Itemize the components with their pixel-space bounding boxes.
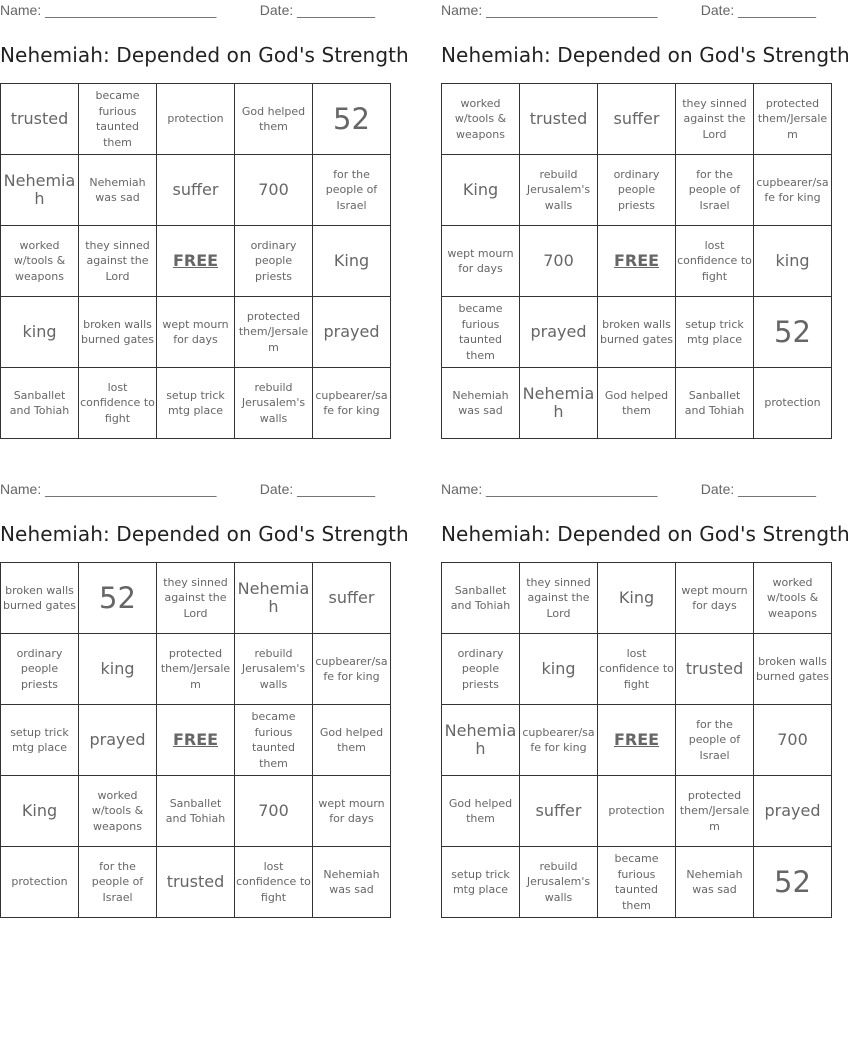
grid-row — [442, 776, 832, 847]
grid-row — [442, 563, 832, 634]
bingo-cell: 52 — [754, 847, 832, 918]
bingo-cell: worked w/tools & weapons — [1, 226, 79, 297]
bingo-cell: became furious taunted them — [235, 705, 313, 776]
bingo-cell: wept mourn for days — [157, 297, 235, 368]
bingo-cell: 52 — [79, 563, 157, 634]
bingo-cell: Nehemiah was sad — [79, 155, 157, 226]
bingo-cell: they sinned against the Lord — [520, 563, 598, 634]
bingo-cell: prayed — [754, 776, 832, 847]
free-space-cell: FREE — [598, 226, 676, 297]
bingo-cell: they sinned against the Lord — [79, 226, 157, 297]
bingo-cell: God helped them — [598, 368, 676, 439]
name-date-line — [0, 0, 375, 22]
bingo-cell: protected them/Jersalem — [235, 297, 313, 368]
card-title: Nehemiah: Depended on God's Strength — [441, 43, 850, 67]
bingo-cell: protection — [754, 368, 832, 439]
bingo-cell: King — [313, 226, 391, 297]
bingo-cell: ordinary people priests — [598, 155, 676, 226]
date-field-label: Date: __________ — [259, 2, 375, 18]
bingo-cell: broken walls burned gates — [1, 563, 79, 634]
bingo-cell: broken walls burned gates — [754, 634, 832, 705]
bingo-cell: 700 — [235, 776, 313, 847]
bingo-cell: protected them/Jersalem — [754, 84, 832, 155]
grid-row — [442, 297, 832, 368]
bingo-cell: 52 — [313, 84, 391, 155]
grid-row — [442, 847, 832, 918]
bingo-cell: Sanballet and Tohiah — [442, 563, 520, 634]
bingo-cell: protection — [598, 776, 676, 847]
bingo-cell: they sinned against the Lord — [676, 84, 754, 155]
bingo-cell: king — [520, 634, 598, 705]
bingo-cell: cupbearer/safe for king — [754, 155, 832, 226]
bingo-cell: protected them/Jersalem — [157, 634, 235, 705]
bingo-cell: lost confidence to fight — [235, 847, 313, 918]
grid-row — [442, 705, 832, 776]
bingo-cell: God helped them — [313, 705, 391, 776]
bingo-cell: for the people of Israel — [676, 705, 754, 776]
card-title: Nehemiah: Depended on God's Strength — [0, 522, 409, 546]
bingo-card-2 — [441, 0, 850, 421]
bingo-cell: Sanballet and Tohiah — [157, 776, 235, 847]
bingo-cell: prayed — [313, 297, 391, 368]
grid-row — [1, 84, 391, 155]
bingo-cell: suffer — [598, 84, 676, 155]
bingo-cell: for the people of Israel — [313, 155, 391, 226]
bingo-cell: Nehemiah — [1, 155, 79, 226]
bingo-cell: suffer — [157, 155, 235, 226]
bingo-cell: they sinned against the Lord — [157, 563, 235, 634]
grid-row — [1, 563, 391, 634]
grid-row — [442, 155, 832, 226]
bingo-cell: became furious taunted them — [79, 84, 157, 155]
card-title: Nehemiah: Depended on God's Strength — [441, 522, 850, 546]
free-space-cell: FREE — [157, 705, 235, 776]
bingo-cell: broken walls burned gates — [598, 297, 676, 368]
bingo-cell: rebuild Jerusalem's walls — [235, 368, 313, 439]
bingo-cell: wept mourn for days — [676, 563, 754, 634]
bingo-cell: rebuild Jerusalem's walls — [520, 155, 598, 226]
bingo-cell: cupbearer/safe for king — [520, 705, 598, 776]
date-field-label: Date: __________ — [700, 481, 816, 497]
bingo-cell: Sanballet and Tohiah — [1, 368, 79, 439]
name-field-label: Name: ______________________ — [441, 481, 658, 497]
bingo-cell: God helped them — [442, 776, 520, 847]
date-field-label: Date: __________ — [700, 2, 816, 18]
grid-row — [442, 634, 832, 705]
bingo-cell: rebuild Jerusalem's walls — [235, 634, 313, 705]
name-date-line — [441, 479, 816, 501]
bingo-cell: trusted — [520, 84, 598, 155]
bingo-cell: king — [1, 297, 79, 368]
bingo-card-1 — [0, 0, 409, 425]
name-date-line — [441, 0, 816, 22]
bingo-cell: cupbearer/safe for king — [313, 634, 391, 705]
bingo-cell: 700 — [235, 155, 313, 226]
bingo-cell: King — [598, 563, 676, 634]
bingo-cell: King — [1, 776, 79, 847]
free-space-cell: FREE — [598, 705, 676, 776]
bingo-grid — [0, 562, 391, 918]
grid-row — [442, 226, 832, 297]
bingo-cell: ordinary people priests — [442, 634, 520, 705]
bingo-cell: God helped them — [235, 84, 313, 155]
grid-row — [1, 634, 391, 705]
bingo-cell: suffer — [313, 563, 391, 634]
bingo-cell: became furious taunted them — [442, 297, 520, 368]
bingo-cell: became furious taunted them — [598, 847, 676, 918]
bingo-cell: worked w/tools & weapons — [79, 776, 157, 847]
bingo-cell: lost confidence to fight — [676, 226, 754, 297]
bingo-cell: lost confidence to fight — [598, 634, 676, 705]
bingo-cell: cupbearer/safe for king — [313, 368, 391, 439]
bingo-cell: Nehemiah was sad — [313, 847, 391, 918]
bingo-cell: ordinary people priests — [235, 226, 313, 297]
bingo-cell: trusted — [1, 84, 79, 155]
bingo-cell: wept mourn for days — [313, 776, 391, 847]
card-title: Nehemiah: Depended on God's Strength — [0, 43, 409, 67]
grid-row — [1, 847, 391, 918]
grid-row — [1, 226, 391, 297]
grid-row — [1, 368, 391, 439]
bingo-cell: setup trick mtg place — [676, 297, 754, 368]
bingo-cell: prayed — [79, 705, 157, 776]
bingo-cell: king — [79, 634, 157, 705]
name-date-line — [0, 479, 375, 501]
bingo-cell: prayed — [520, 297, 598, 368]
bingo-cell: worked w/tools & weapons — [442, 84, 520, 155]
grid-row — [1, 776, 391, 847]
bingo-cell: trusted — [157, 847, 235, 918]
bingo-cell: setup trick mtg place — [442, 847, 520, 918]
grid-row — [1, 705, 391, 776]
bingo-cell: for the people of Israel — [79, 847, 157, 918]
bingo-cell: Nehemiah was sad — [442, 368, 520, 439]
bingo-cell: setup trick mtg place — [157, 368, 235, 439]
bingo-cell: Nehemiah — [520, 368, 598, 439]
bingo-cell: protection — [1, 847, 79, 918]
bingo-cell: broken walls burned gates — [79, 297, 157, 368]
name-field-label: Name: ______________________ — [0, 2, 217, 18]
date-field-label: Date: __________ — [259, 481, 375, 497]
bingo-cell: Nehemiah — [442, 705, 520, 776]
bingo-cell: worked w/tools & weapons — [754, 563, 832, 634]
bingo-cell: protection — [157, 84, 235, 155]
bingo-cell: setup trick mtg place — [1, 705, 79, 776]
bingo-cell: 52 — [754, 297, 832, 368]
bingo-cell: Nehemiah was sad — [676, 847, 754, 918]
bingo-cell: rebuild Jerusalem's walls — [520, 847, 598, 918]
grid-row — [1, 297, 391, 368]
name-field-label: Name: ______________________ — [441, 2, 658, 18]
bingo-grid — [441, 562, 832, 918]
bingo-cell: 700 — [754, 705, 832, 776]
bingo-grid — [441, 83, 832, 439]
bingo-cell: suffer — [520, 776, 598, 847]
bingo-cell: 700 — [520, 226, 598, 297]
bingo-cell: king — [754, 226, 832, 297]
bingo-cell: Sanballet and Tohiah — [676, 368, 754, 439]
grid-row — [1, 155, 391, 226]
bingo-cell: Nehemiah — [235, 563, 313, 634]
bingo-cell: lost confidence to fight — [79, 368, 157, 439]
bingo-cell: King — [442, 155, 520, 226]
bingo-cell: trusted — [676, 634, 754, 705]
name-field-label: Name: ______________________ — [0, 481, 217, 497]
bingo-grid — [0, 83, 391, 439]
grid-row — [442, 84, 832, 155]
grid-row — [442, 368, 832, 439]
bingo-cell: protected them/Jersalem — [676, 776, 754, 847]
bingo-card-3 — [0, 479, 409, 904]
bingo-cell: wept mourn for days — [442, 226, 520, 297]
bingo-card-4 — [441, 479, 850, 912]
free-space-cell: FREE — [157, 226, 235, 297]
bingo-cell: ordinary people priests — [1, 634, 79, 705]
bingo-cell: for the people of Israel — [676, 155, 754, 226]
